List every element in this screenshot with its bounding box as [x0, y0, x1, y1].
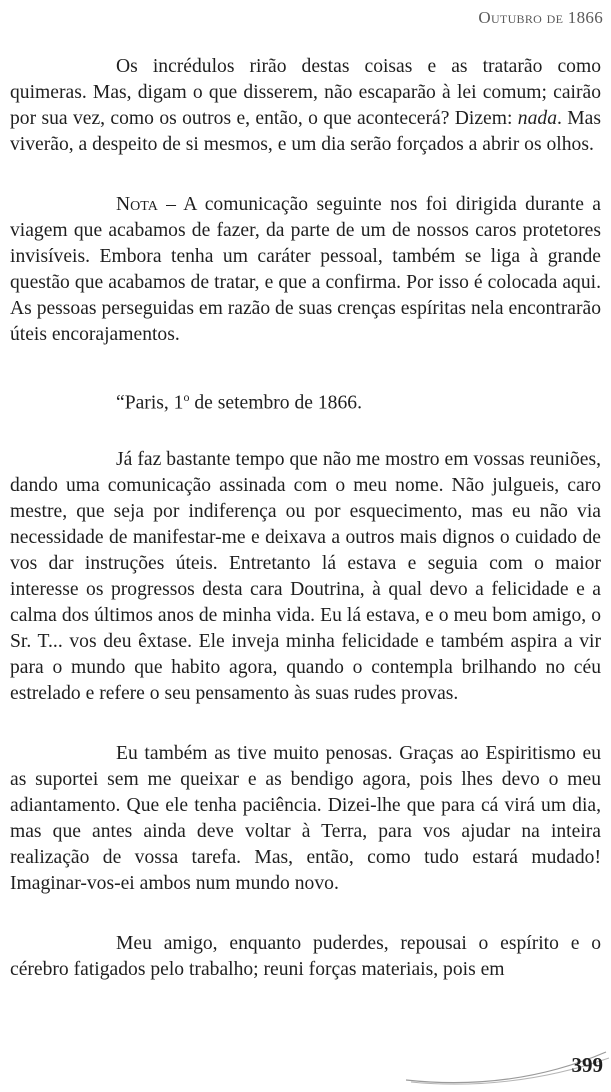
paragraph: Os incrédulos rirão destas coisas e as tratarão como quimeras. Mas, digam o que disserem, não escaparão à lei comum; cairão por sua vez, como os outros e, então, o que acontecerá? Dizem: nada. Mas viverão, a despeito de si mesmos, e um dia serão forçados a abrir os olhos.	[10, 56, 601, 155]
paragraph: Meu amigo, enquanto puderdes, repousai o espírito e o cérebro fatigados pelo trabalho; reuni forças materiais, pois em	[10, 932, 601, 980]
paragraph: Já faz bastante tempo que não me mostro em vossas reuniões, dando uma comunicação assinada com o meu nome. Não julgueis, caro mestre, que seja por indiferença ou por esquecimento, mas eu não via necessidade de manifestar-me e deixava a outros mais dignos o cuidado de vos dar instruções úteis. Entretanto lá estava e seguia com o maior interesse os progressos desta cara Doutrina, à qual devo a felicidade e a calma dos últimos anos de minha vida. Eu lá estava, e o meu bom amigo, o Sr. T... vos deu êxtase. Ele inveja minha felicidade e também aspira a vir para o mundo que habito agora, quando o contempla brilhando no céu estrelado e refere o seu pensamento às suas rudes provas.	[10, 448, 601, 704]
note-label: Nota	[116, 194, 158, 215]
emphasis: nada	[517, 108, 557, 129]
paragraph: Eu também as tive muito penosas. Graças ao Espiritismo eu as suportei sem me queixar e as bendigo agora, pois lhes devo o meu adiantamento. Que ele tenha paciência. Dizei-lhe que para cá virá um dia, mas que antes ainda deve voltar à Terra, para vos ajudar na inteira realização de vossa tarefa. Mas, então, como tudo estará mudado! Imaginar-vos-ei ambos num mundo novo.	[10, 742, 601, 894]
page-number: 399	[571, 1053, 603, 1077]
page-body	[10, 54, 601, 983]
dateline: “Paris, 1$^o$ de setembro de 1866.	[116, 390, 362, 414]
running-header: Outubro de 1866	[478, 8, 603, 27]
note-paragraph: Nota – A comunicação seguinte nos foi dirigida durante a viagem que acabamos de fazer, da parte de um de nossos caros protetores invisíveis. Embora tenha um caráter pessoal, também se liga à grande questão que acabamos de tratar, e que a confirma. Por isso é colocada aqui. As pessoas perseguidas em razão de suas crenças espíritas nela encontrarão úteis encorajamentos.	[10, 194, 601, 345]
